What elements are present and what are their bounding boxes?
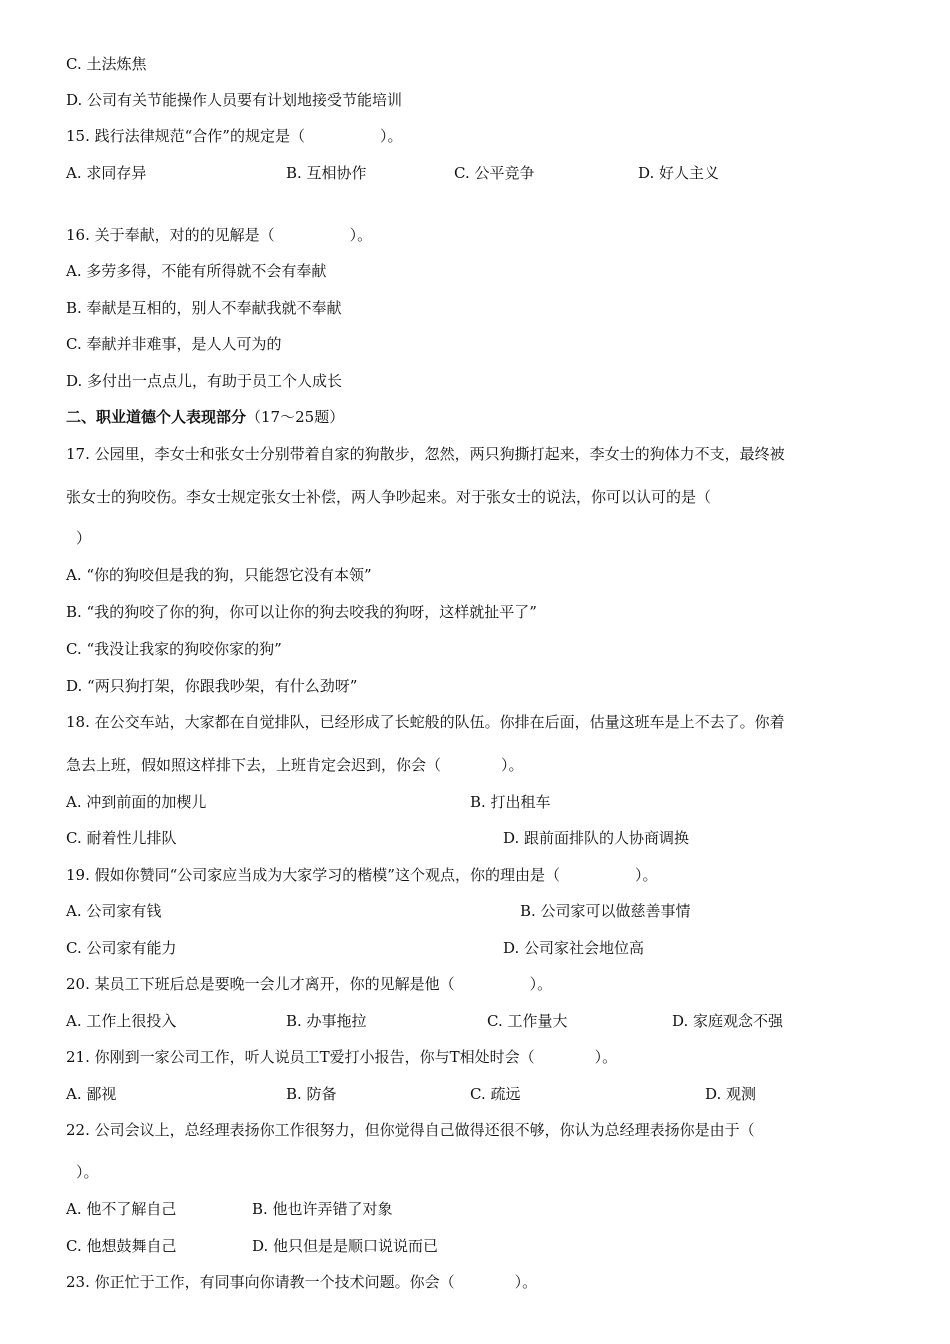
option-a: A. 鄙视 xyxy=(66,1085,117,1103)
option-c: C. 疏远 xyxy=(470,1085,521,1103)
option-c: C. 奉献并非难事，是人人可为的 xyxy=(66,335,282,353)
option-d: D. 家庭观念不强 xyxy=(672,1012,784,1030)
option-b: B. 奉献是互相的，别人不奉献我就不奉献 xyxy=(66,299,342,317)
option-a: A. 公司家有钱 xyxy=(66,902,162,920)
option-a: A. 他不了解自己 xyxy=(66,1200,177,1218)
section-range: （17～25题） xyxy=(246,408,345,426)
option-c: C. 他想鼓舞自己 xyxy=(66,1237,177,1255)
question-22: 22. 公司会议上，总经理表扬你工作很努力，但你觉得自己做得还很不够，你认为总经理表扬你是由于（ xyxy=(66,1121,755,1139)
question-15: 15. 践行法律规范“合作”的规定是（ ）。 xyxy=(66,127,403,145)
option-c: C. 耐着性儿排队 xyxy=(66,829,177,847)
option-b: B. 互相协作 xyxy=(286,164,367,182)
option-text: D. 公司有关节能操作人员要有计划地接受节能培训 xyxy=(66,91,403,109)
section-heading xyxy=(66,407,344,427)
question-17-blank: ） xyxy=(76,529,92,547)
option-b: B. 打出租车 xyxy=(470,793,551,811)
option-d: D. 他只但是是顺口说说而已 xyxy=(252,1237,439,1255)
option-d: D. 多付出一点点儿，有助于员工个人成长 xyxy=(66,372,343,390)
question-23: 23. 你正忙于工作，有同事向你请教一个技术问题。你会（ ）。 xyxy=(66,1273,538,1291)
question-20: 20. 某员工下班后总是要晚一会儿才离开，你的见解是他（ ）。 xyxy=(66,975,553,993)
option-b: B. 办事拖拉 xyxy=(286,1012,367,1030)
option-c: C. 公平竞争 xyxy=(454,164,535,182)
option-c: C. 公司家有能力 xyxy=(66,939,177,957)
question-19: 19. 假如你赞同“公司家应当成为大家学习的楷模”这个观点，你的理由是（ ）。 xyxy=(66,866,658,884)
option-c: C. “我没让我家的狗咬你家的狗” xyxy=(66,640,282,658)
option-c: C. 工作量大 xyxy=(487,1012,568,1030)
section-title: 二、职业道德个人表现部分 xyxy=(66,408,247,426)
question-16: 16. 关于奉献，对的的见解是（ ）。 xyxy=(66,226,373,244)
option-a: A. 工作上很投入 xyxy=(66,1012,177,1030)
option-b: B. 公司家可以做慈善事情 xyxy=(520,902,691,920)
option-a: A. “你的狗咬但是我的狗，只能怨它没有本领” xyxy=(66,566,372,584)
question-18-cont: 急去上班，假如照这样排下去，上班肯定会迟到，你会（ ）。 xyxy=(66,756,524,774)
option-b: B. 他也许弄错了对象 xyxy=(252,1200,393,1218)
question-22-blank: ）。 xyxy=(76,1163,99,1181)
question-17-cont: 张女士的狗咬伤。李女士规定张女士补偿，两人争吵起来。对于张女士的说法，你可以认可的是（ xyxy=(66,488,712,506)
option-text: C. 土法炼焦 xyxy=(66,55,147,73)
option-d: D. “两只狗打架，你跟我吵架，有什么劲呀” xyxy=(66,677,358,695)
option-a: A. 冲到前面的加楔儿 xyxy=(66,793,207,811)
option-d: D. 观测 xyxy=(705,1085,757,1103)
option-d: D. 跟前面排队的人协商调换 xyxy=(503,829,690,847)
option-d: D. 好人主义 xyxy=(638,164,720,182)
question-18: 18. 在公交车站，大家都在自觉排队，已经形成了长蛇般的队伍。你排在后面，估量这班车是上不去了。你着 xyxy=(66,713,785,731)
option-a: A. 多劳多得，不能有所得就不会有奉献 xyxy=(66,262,327,280)
question-21: 21. 你刚到一家公司工作，听人说员工T爱打小报告，你与T相处时会（ ）。 xyxy=(66,1048,618,1066)
option-b: B. 防备 xyxy=(286,1085,337,1103)
question-17: 17. 公园里，李女士和张女士分别带着自家的狗散步，忽然，两只狗撕打起来，李女士的狗体力不支，最终被 xyxy=(66,445,785,463)
option-b: B. “我的狗咬了你的狗，你可以让你的狗去咬我的狗呀，这样就扯平了” xyxy=(66,603,537,621)
option-a: A. 求同存异 xyxy=(66,164,147,182)
option-d: D. 公司家社会地位高 xyxy=(503,939,645,957)
